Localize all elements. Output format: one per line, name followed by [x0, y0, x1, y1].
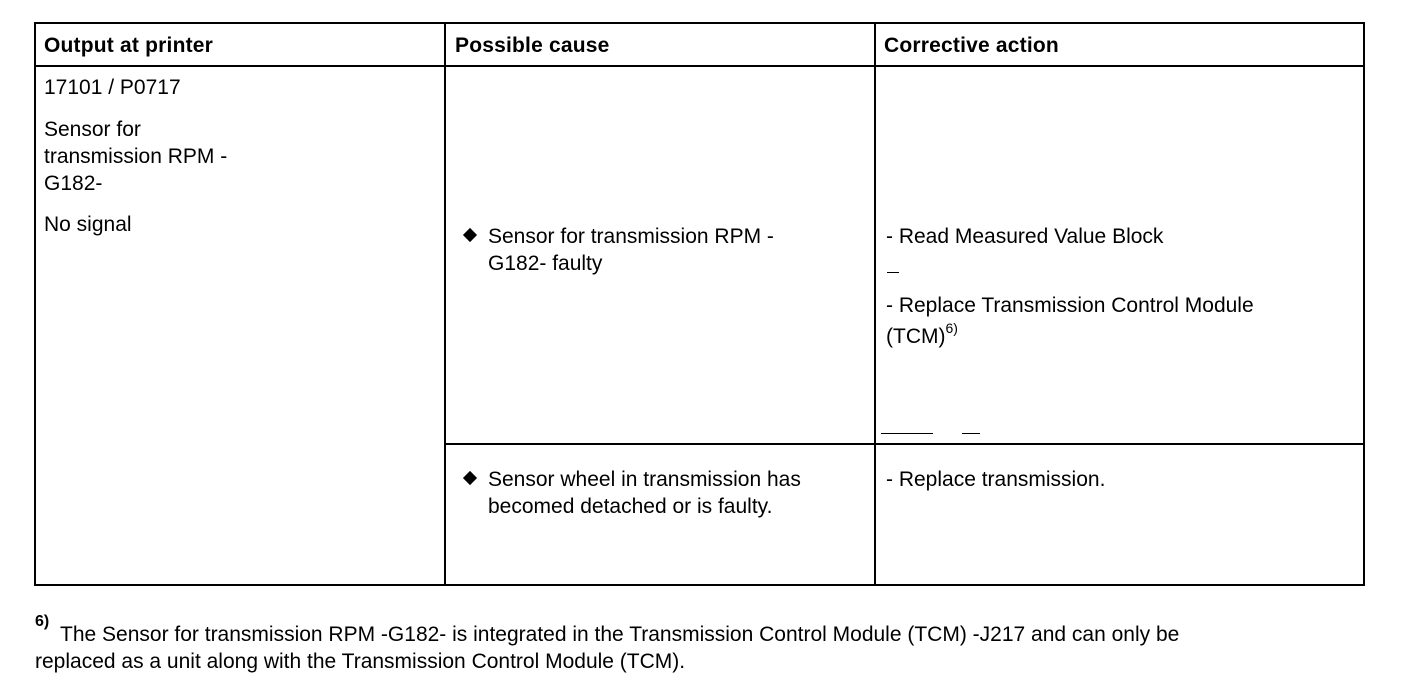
column-divider-2 — [874, 22, 876, 586]
table-bottom-border — [34, 584, 1365, 586]
footnote-line-1: The Sensor for transmission RPM -G182- is integrated in the Transmission Control Module (TCM) -J217 and can only be — [60, 623, 1180, 646]
header-possible-cause: Possible cause — [455, 34, 610, 57]
footnote-line-2: replaced as a unit along with the Transmission Control Module (TCM). — [35, 650, 686, 673]
cause-1-line-1: Sensor for transmission RPM - — [488, 225, 774, 248]
table-left-border — [34, 22, 36, 586]
bullet-diamond-icon — [463, 471, 477, 485]
row-divider — [445, 443, 1365, 445]
separator-mark — [881, 433, 933, 434]
table-right-border — [1363, 22, 1365, 586]
cause-2-line-2: becomed detached or is faulty. — [488, 495, 773, 518]
component-line-2: transmission RPM - — [44, 145, 228, 168]
separator-mark — [962, 433, 980, 434]
bullet-diamond-icon — [463, 228, 477, 242]
header-output-at-printer: Output at printer — [44, 34, 214, 57]
header-bottom-border — [34, 65, 1365, 67]
table-top-border — [34, 22, 1365, 24]
cause-2-line-1: Sensor wheel in transmission has — [488, 468, 801, 491]
footnote-reference: 6) — [945, 320, 958, 336]
fault-condition: No signal — [44, 213, 132, 236]
cause-1-line-2: G182- faulty — [488, 252, 603, 275]
separator-mark — [887, 272, 899, 273]
action-replace-tcm-line-2: (TCM)$^{6)}$ — [886, 320, 958, 348]
action-replace-transmission: - Replace transmission. — [886, 468, 1106, 491]
header-corrective-action: Corrective action — [884, 34, 1059, 57]
action-read-measured-value-block: - Read Measured Value Block — [886, 225, 1164, 248]
column-divider-1 — [444, 22, 446, 586]
fault-code: 17101 / P0717 — [44, 76, 181, 99]
action-replace-tcm-line-1: - Replace Transmission Control Module — [886, 294, 1254, 317]
component-line-3: G182- — [44, 172, 103, 195]
footnote-marker: 6) — [35, 613, 50, 630]
component-line-1: Sensor for — [44, 118, 141, 141]
